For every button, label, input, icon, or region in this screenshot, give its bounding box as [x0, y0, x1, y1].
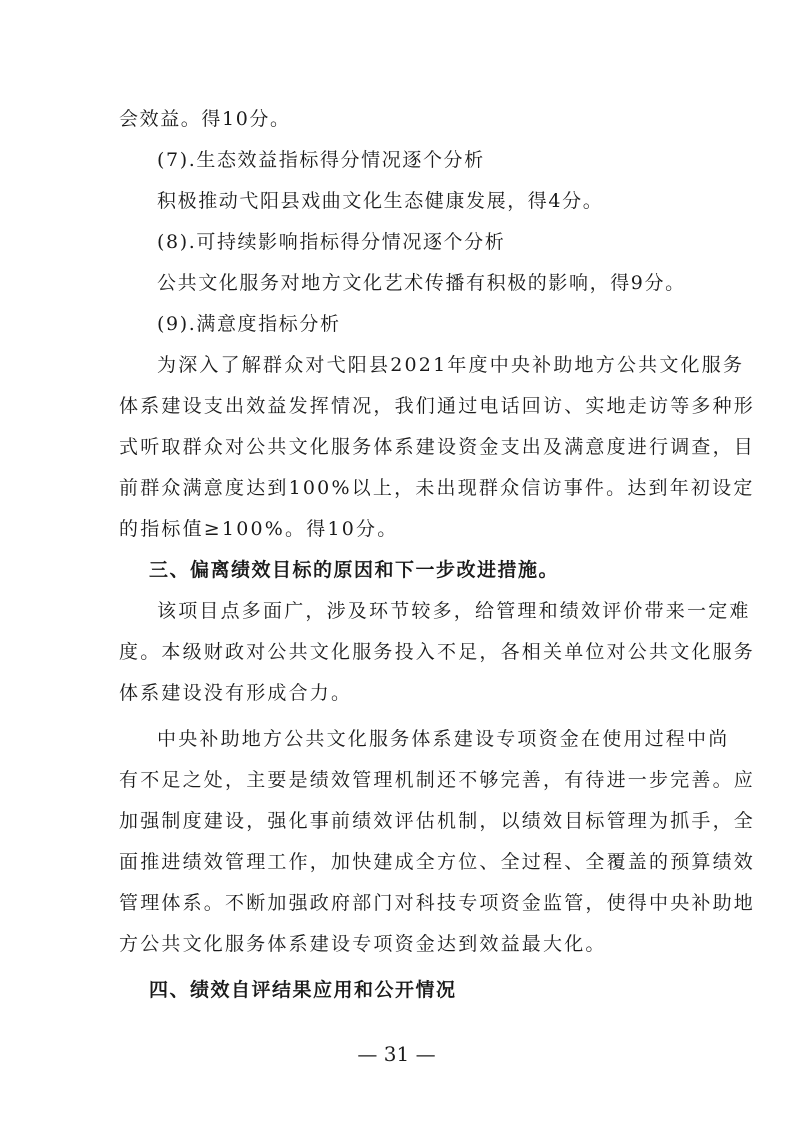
text-line: 积极推动弋阳县戏曲文化生态健康发展，得4分。 [157, 190, 604, 212]
text-line: 会效益。得10分。 [119, 108, 291, 130]
paragraph-line: 的指标值≥100%。得10分。 [119, 518, 399, 540]
paragraph-line: 为深入了解群众对弋阳县2021年度中央补助地方公共文化服务 [157, 354, 745, 376]
paragraph-line: 有不足之处，主要是绩效管理机制还不够完善，有待进一步完善。应 [119, 769, 756, 791]
subsection-title-ecological: (7).生态效益指标得分情况逐个分析 [157, 149, 485, 171]
paragraph-line: 加强制度建设，强化事前绩效评估机制，以绩效目标管理为抓手，全 [119, 810, 756, 832]
paragraph-line: 前群众满意度达到100%以上，未出现群众信访事件。达到年初设定 [119, 477, 755, 499]
page-content [119, 100, 756, 1010]
paragraph-line: 面推进绩效管理工作，加快建成全方位、全过程、全覆盖的预算绩效 [119, 851, 756, 873]
section-heading-4: 四、绩效自评结果应用和公开情况 [149, 979, 457, 1001]
subsection-title-sustainability: (8).可持续影响指标得分情况逐个分析 [157, 231, 506, 253]
paragraph-line: 度。本级财政对公共文化服务投入不足，各相关单位对公共文化服务 [119, 641, 756, 663]
paragraph-line: 管理体系。不断加强政府部门对科技专项资金监管，使得中央补助地 [119, 892, 756, 914]
page-number: — 31 — [357, 1042, 436, 1066]
section-heading-3: 三、偏离绩效目标的原因和下一步改进措施。 [149, 559, 560, 581]
paragraph-reasons [119, 592, 756, 713]
paragraph-line: 体系建设没有形成合力。 [119, 682, 353, 704]
paragraph-line: 式听取群众对公共文化服务体系建设资金支出及满意度进行调查，目 [119, 436, 756, 458]
paragraph-satisfaction [119, 346, 756, 549]
paragraph-line: 体系建设支出效益发挥情况，我们通过电话回访、实地走访等多种形 [119, 395, 756, 417]
paragraph-line: 方公共文化服务体系建设专项资金达到效益最大化。 [119, 933, 607, 955]
text-line: 公共文化服务对地方文化艺术传播有积极的影响，得9分。 [157, 272, 686, 294]
subsection-title-satisfaction: (9).满意度指标分析 [157, 313, 341, 335]
paragraph-line: 该项目点多面广，涉及环节较多，给管理和绩效评价带来一定难 [157, 600, 751, 622]
paragraph-measures [119, 720, 756, 964]
paragraph-line: 中央补助地方公共文化服务体系建设专项资金在使用过程中尚 [157, 728, 730, 750]
